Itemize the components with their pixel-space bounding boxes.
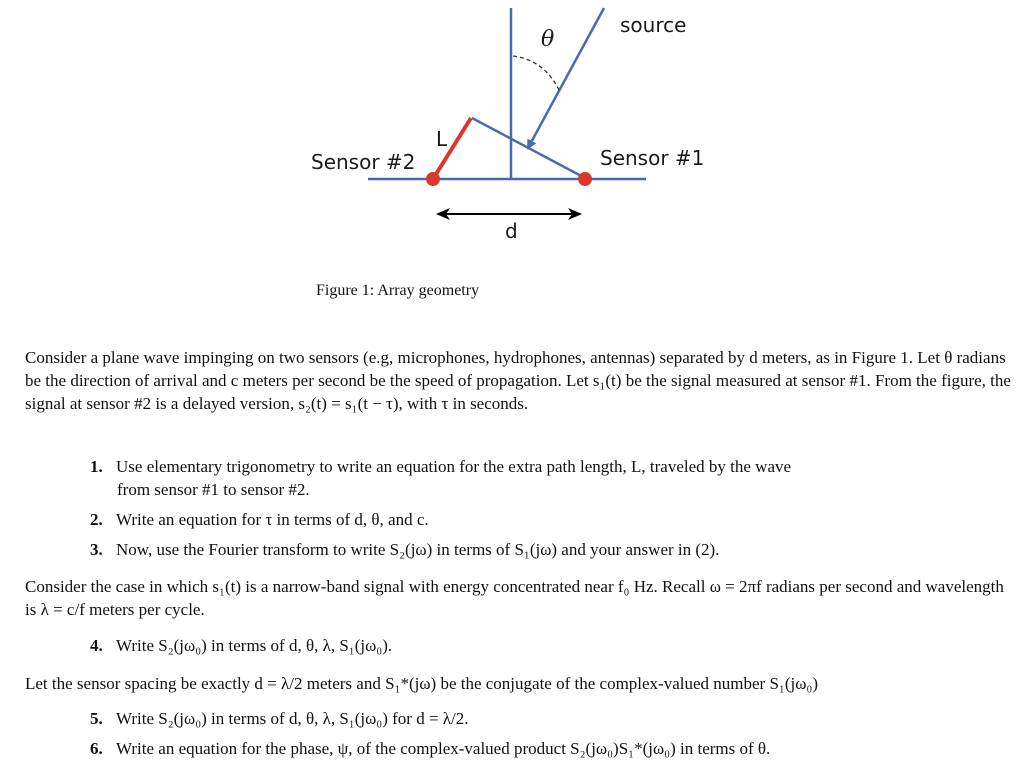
- question-4-text: Write S₂(jω₀) in terms of d, θ, λ, S₁(jω₀).: [116, 636, 393, 655]
- question-4: [90, 634, 392, 657]
- question-2: [90, 508, 429, 531]
- question-5-number: 5.: [90, 709, 103, 728]
- question-3: [90, 538, 719, 561]
- question-2-number: 2.: [90, 510, 103, 529]
- question-1: [90, 455, 791, 478]
- question-6-text: Write an equation for the phase, ψ, of the complex-valued product S₂(jω₀)S₁*(jω₀) in terms of θ.: [116, 739, 771, 758]
- figure-caption: Figure 1: Array geometry: [316, 282, 480, 299]
- question-5: [90, 707, 469, 730]
- question-6-number: 6.: [90, 739, 103, 758]
- theta-arc: [513, 56, 560, 92]
- intro-paragraph: Consider a plane wave impinging on two sensors (e.g, microphones, hydrophones, antennas) separated by d meters, as in Figure 1. Let θ radians be the direction of arrival and c meters per second be the speed of propagation. Let s₁(t) be the signal measured at sensor #1. From the figure, the signal at sensor #2 is a delayed version, s₂(t) = s₁(t − τ), with τ in seconds.: [25, 348, 1011, 413]
- theta-label: θ: [541, 27, 555, 52]
- question-3-text: Now, use the Fourier transform to write S₂(jω) in terms of S₁(jω) and your answer in (2).: [116, 540, 720, 559]
- question-1-line-1: Use elementary trigonometry to write an equation for the extra path length, L, traveled by the wave: [116, 457, 792, 476]
- sensor-1-dot: [578, 172, 592, 186]
- spacing-paragraph: Let the sensor spacing be exactly d = λ/2 meters and S₁*(jω) be the conjugate of the complex-valued number S₁(jω₀): [25, 674, 819, 693]
- question-1-number: 1.: [90, 457, 103, 476]
- narrowband-paragraph: Consider the case in which s₁(t) is a narrow-band signal with energy concentrated near f₀ Hz. Recall ω = 2πf radians per second and wavelength is λ = c/f meters per cycle.: [25, 577, 1004, 619]
- question-2-text: Write an equation for τ in terms of d, θ, and c.: [116, 510, 429, 529]
- sensor-2-dot: [426, 172, 440, 186]
- question-1-line-2: from sensor #1 to sensor #2.: [117, 480, 310, 499]
- source-arrow: [528, 8, 604, 148]
- question-3-number: 3.: [90, 540, 103, 559]
- question-4-number: 4.: [90, 636, 103, 655]
- sensor-2-label: Sensor #2: [311, 150, 416, 174]
- d-label: d: [505, 219, 518, 243]
- source-label: source: [620, 13, 687, 37]
- L-label: L: [436, 127, 448, 151]
- wavefront-line: [472, 118, 585, 178]
- sensor-1-label: Sensor #1: [600, 146, 705, 170]
- array-geometry-figure: [0, 0, 1024, 320]
- question-6: [90, 737, 770, 760]
- question-5-text: Write S₂(jω₀) in terms of d, θ, λ, S₁(jω₀) for d = λ/2.: [116, 709, 469, 728]
